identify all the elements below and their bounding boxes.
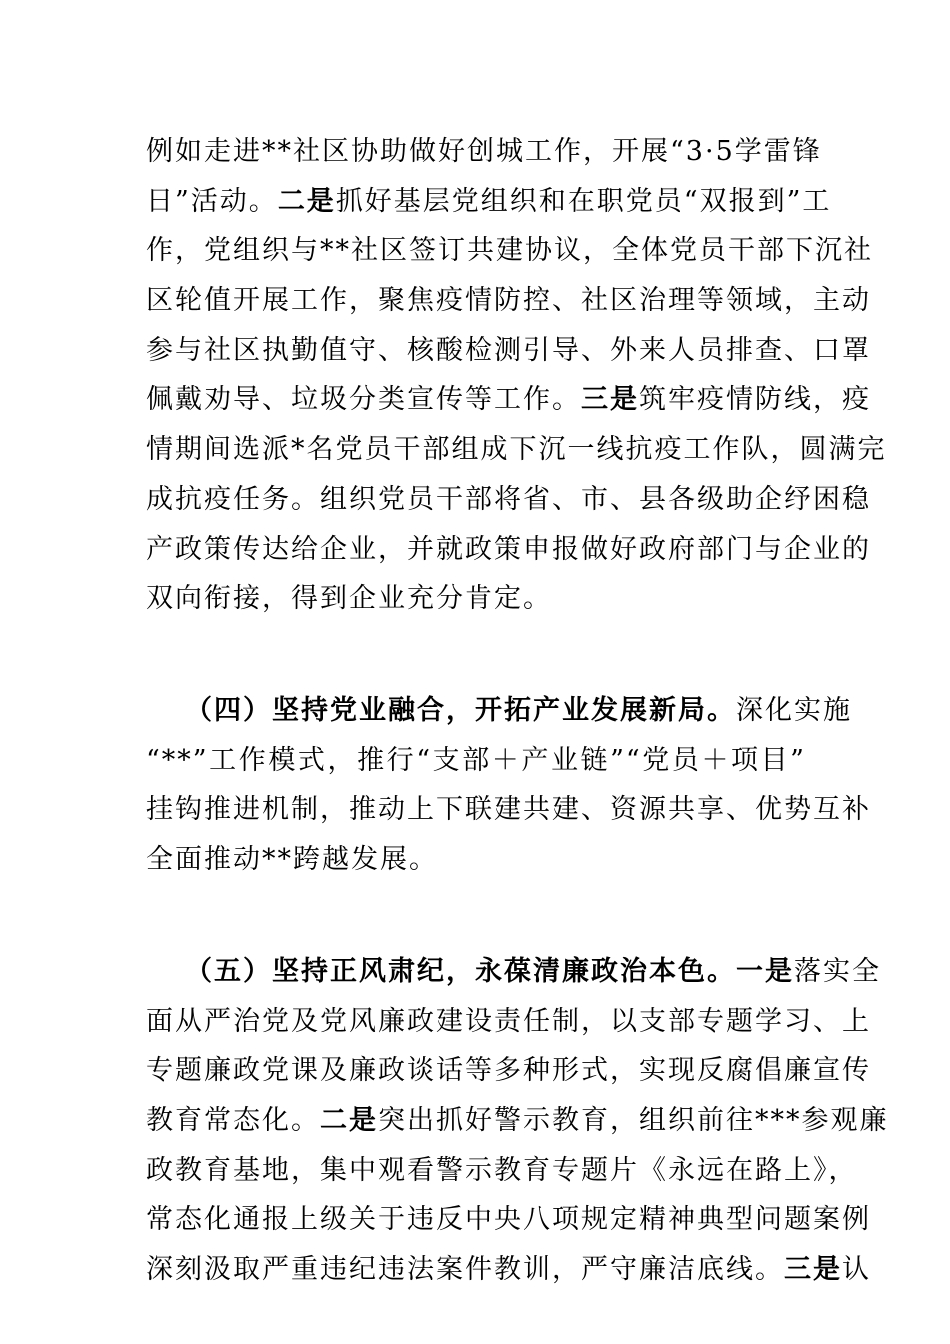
text-segment: 情期间选派*名党员干部组成下沉一线抗疫工作队，圆满完: [146, 434, 887, 465]
bold-text: 一是: [736, 956, 794, 987]
text-line: [146, 333, 871, 369]
text-segment: 抓好基层党组织和在职党员“双报到”工: [335, 186, 832, 217]
text-segment: 参与社区执勤值守、核酸检测引导、外来人员排查、口罩: [146, 335, 871, 366]
text-line: [146, 1103, 889, 1139]
text-segment: 全面推动**跨越发展。: [146, 844, 438, 875]
text-line: [146, 792, 871, 828]
bold-text: 三是: [581, 384, 639, 415]
text-segment: 常态化通报上级关于违反中央八项规定精神典型问题案例: [146, 1204, 871, 1235]
text-line: [185, 954, 881, 990]
text-segment: 挂钩推进机制，推动上下联建共建、资源共享、优势互补: [146, 794, 871, 825]
text-segment: 认: [842, 1254, 871, 1285]
text-line: [146, 283, 871, 319]
text-line: [146, 184, 832, 220]
text-segment: 教育常态化。: [146, 1105, 320, 1136]
text-line: [146, 382, 871, 418]
text-line: [146, 432, 887, 468]
text-segment: 深化实施: [736, 695, 852, 726]
text-segment: 政教育基地，集中观看警示教育专题片《永远在路上》，: [146, 1155, 858, 1186]
text-line: [146, 1053, 871, 1089]
text-segment: 双向衔接，得到企业充分肯定。: [146, 583, 552, 614]
text-segment: 区轮值开展工作，聚焦疫情防控、社区治理等领域，主动: [146, 285, 871, 316]
text-segment: 专题廉政党课及廉政谈话等多种形式，实现反腐倡廉宣传: [146, 1055, 871, 1086]
bold-text: 三是: [784, 1254, 842, 1285]
text-line: [146, 1153, 858, 1189]
text-line: [146, 842, 806, 878]
bold-text: （五）坚持正风肃纪，永葆清廉政治本色。: [185, 956, 736, 987]
text-line: [146, 581, 806, 617]
text-segment: 成抗疫任务。组织党员干部将省、市、县各级助企纾困稳: [146, 484, 871, 515]
text-line: [146, 1004, 871, 1040]
text-line: [185, 693, 852, 729]
text-line: [146, 134, 822, 170]
text-line: [146, 743, 806, 779]
text-line: [146, 1252, 871, 1288]
text-segment: “**”工作模式，推行“支部＋产业链”“党员＋项目”: [146, 745, 806, 776]
text-line: [146, 532, 871, 568]
text-line: [146, 233, 873, 269]
text-segment: 日”活动。: [146, 186, 278, 217]
text-segment: 筑牢疫情防线，疫: [639, 384, 871, 415]
bold-text: （四）坚持党业融合，开拓产业发展新局。: [185, 695, 736, 726]
text-line: [146, 1202, 871, 1238]
text-segment: 面从严治党及党风廉政建设责任制，以支部专题学习、上: [146, 1006, 871, 1037]
text-segment: 产政策传达给企业，并就政策申报做好政府部门与企业的: [146, 534, 871, 565]
text-segment: 深刻汲取严重违纪违法案件教训，严守廉洁底线。: [146, 1254, 784, 1285]
text-segment: 突出抓好警示教育，组织前往***参观廉: [378, 1105, 889, 1136]
text-segment: 落实全: [794, 956, 881, 987]
bold-text: 二是: [320, 1105, 378, 1136]
bold-text: 二是: [277, 186, 336, 217]
text-segment: 作，党组织与**社区签订共建协议，全体党员干部下沉社: [146, 235, 873, 266]
text-segment: 佩戴劝导、垃圾分类宣传等工作。: [146, 384, 581, 415]
text-segment: 例如走进**社区协助做好创城工作，开展“3·5学雷锋: [146, 136, 822, 167]
text-line: [146, 482, 871, 518]
